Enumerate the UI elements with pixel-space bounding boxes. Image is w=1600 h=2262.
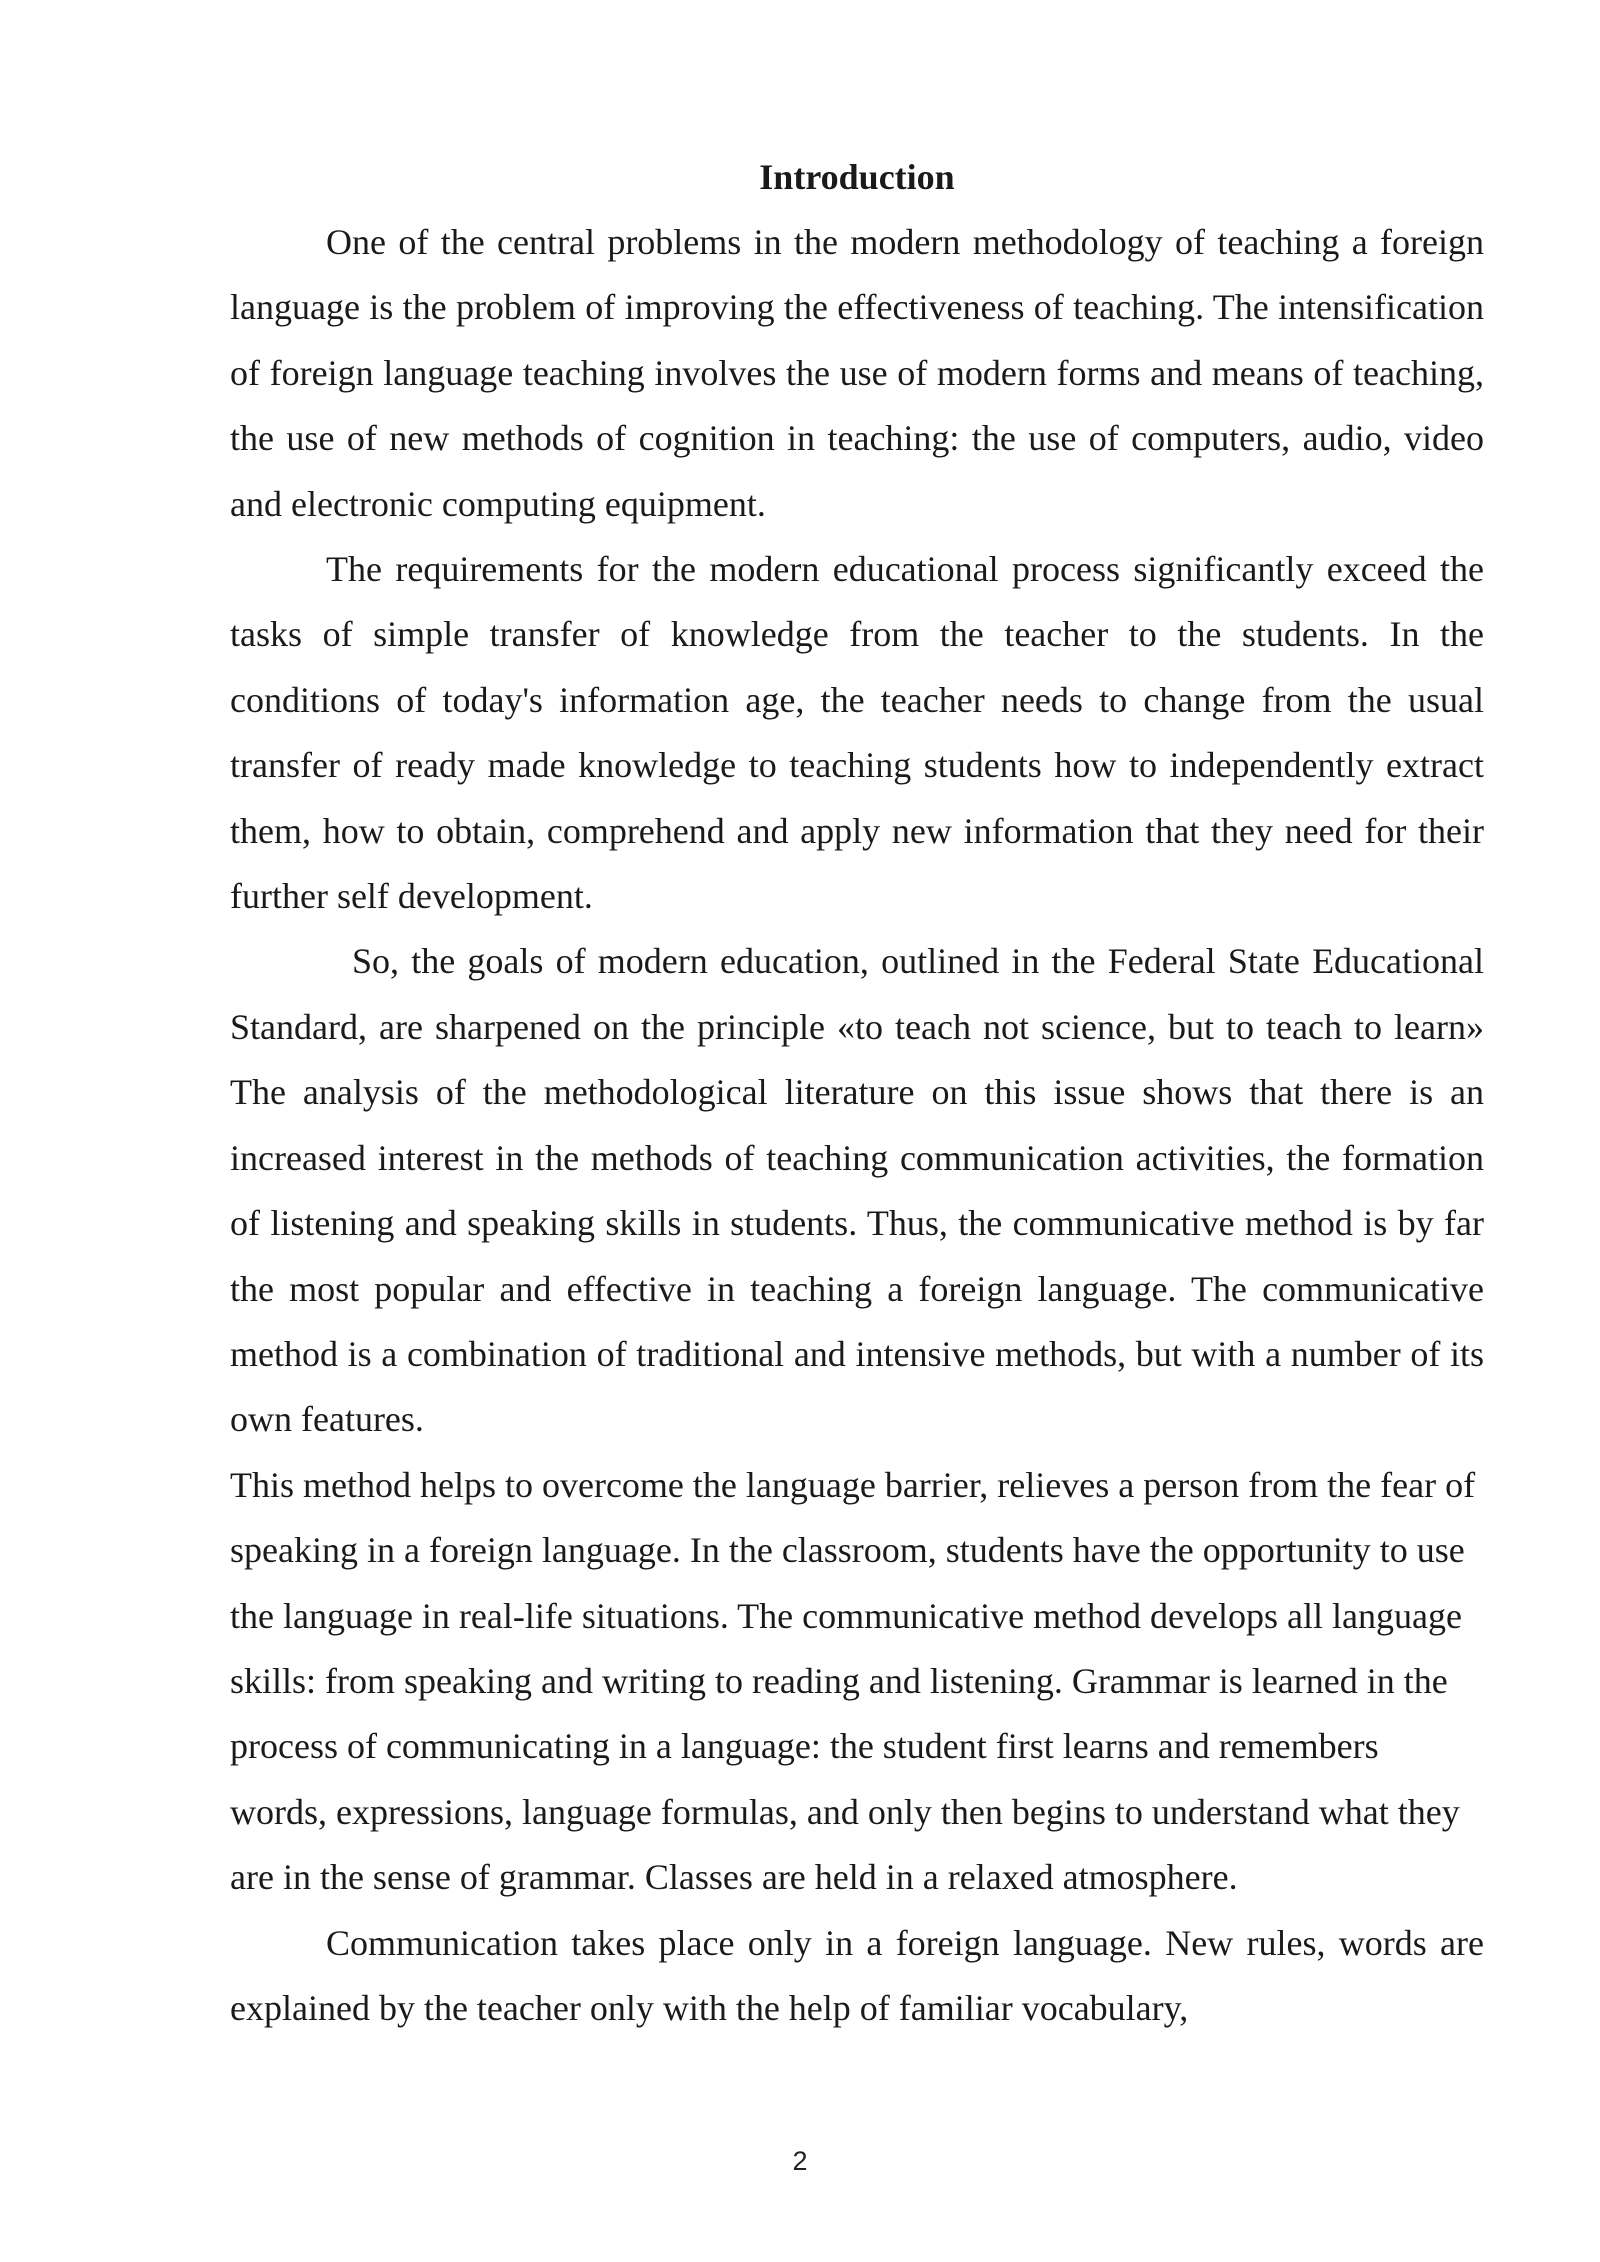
paragraph-2: The requirements for the modern educational process significantly exceed the tasks of simple transfer of knowledge from the teacher to the students. In the conditions of today's information age, the teacher needs to change from the usual transfer of ready made knowledge to teaching students how to independently extract them, how to obtain, comprehend and apply new information that they need for their further self development. bbox=[230, 549, 1484, 917]
paragraph-3: So, the goals of modern education, outlined in the Federal State Educational Standard, are sharpened on the principle «to teach not science, but to teach to learn» The analysis of the methodological literature on this issue shows that there is an increased interest in the methods of teaching communication activities, the formation of listening and speaking skills in students. Thus, the communicative method is by far the most popular and effective in teaching a foreign language. The communicative method is a combination of traditional and intensive methods, but with a number of its own features. bbox=[230, 941, 1484, 1440]
paragraph-1: One of the central problems in the modern methodology of teaching a foreign language is the problem of improving the effectiveness of teaching. The intensification of foreign language teaching involves the use of modern forms and means of teaching, the use of new methods of cognition in teaching: the use of computers, audio, video and electronic computing equipment. bbox=[230, 222, 1484, 524]
document-page bbox=[230, 150, 1484, 2041]
paragraph-4: This method helps to overcome the language barrier, relieves a person from the fear of speaking in a foreign language. In the classroom, students have the opportunity to use the language in real-life situations. The communicative method develops all language skills: from speaking and writing to reading and listening. Grammar is learned in the process of communicating in a language: the student first learns and remembers words, expressions, language formulas, and only then begins to understand what they are in the sense of grammar. Classes are held in a relaxed atmosphere. bbox=[230, 1464, 1476, 1898]
paragraph-5: Communication takes place only in a foreign language. New rules, words are explained by the teacher only with the help of familiar vocabulary, bbox=[230, 1922, 1484, 2028]
section-title: Introduction bbox=[759, 157, 955, 197]
page-number: 2 bbox=[792, 2146, 808, 2176]
